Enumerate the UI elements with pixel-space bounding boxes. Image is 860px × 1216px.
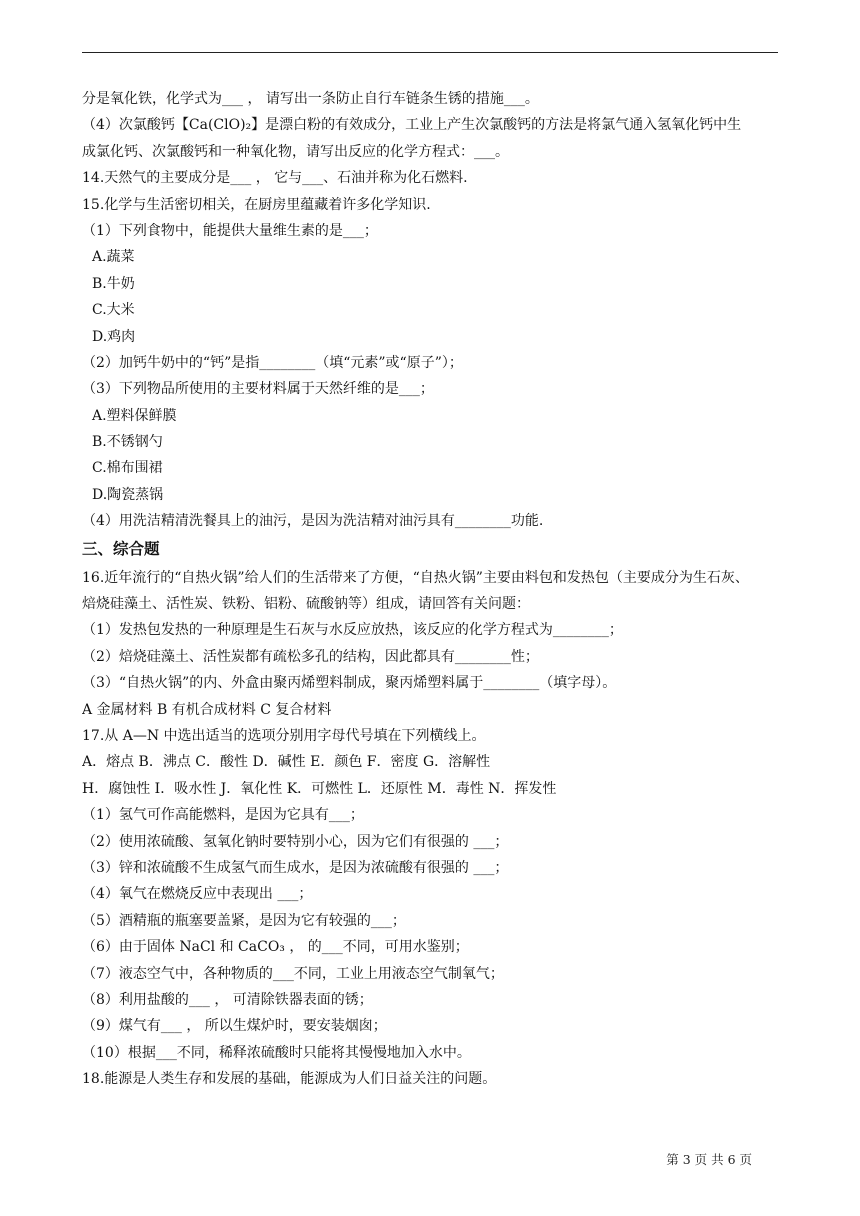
- text-line: 17.从 A—N 中选出适当的选项分别用字母代号填在下列横线上。: [82, 727, 486, 744]
- option-line: A.塑料保鲜膜: [92, 407, 177, 424]
- text-line: 焙烧硅藻土、活性炭、铁粉、铝粉、硫酸钠等）组成，请回答有关问题：: [82, 596, 530, 613]
- text-line: （4）用洗洁精清洗餐具上的油污，是因为洗洁精对油污具有________功能.: [82, 513, 544, 530]
- option-line: D.鸡肉: [92, 328, 136, 345]
- option-line: A.蔬菜: [92, 249, 135, 266]
- text-line: （4）氧气在燃烧反应中表现出 ___；: [82, 886, 313, 903]
- text-line: （3）锌和浓硫酸不生成氢气而生成水，是因为浓硫酸有很强的 ___；: [82, 859, 509, 876]
- text-line: 16.近年流行的“自热火锅”给人们的生活带来了方便，“自热火锅”主要由料包和发热包（主要成分为生石灰、: [82, 569, 749, 586]
- text-line: （7）液态空气中，各种物质的___不同，工业上用液态空气制氧气；: [82, 965, 504, 982]
- document-body: [82, 86, 782, 1092]
- text-line: A 金属材料 B 有机合成材料 C 复合材料: [82, 701, 332, 718]
- text-line: A．熔点 B．沸点 C．酸性 D．碱性 E．颜色 F．密度 G．溶解性: [82, 754, 491, 771]
- text-line: （3）下列物品所使用的主要材料属于天然纤维的是___；: [82, 381, 434, 398]
- text-line: （10）根据___不同，稀释浓硫酸时只能将其慢慢地加入水中。: [82, 1044, 471, 1061]
- text-line: （6）由于固体 NaCl 和 CaCO₃ ， 的___不同，可用水鉴别；: [82, 939, 469, 956]
- text-line: （2）加钙牛奶中的“钙”是指________（填“元素”或“原子”）；: [82, 354, 463, 371]
- text-line: H．腐蚀性 I．吸水性 J．氧化性 K．可燃性 L．还原性 M．毒性 N．挥发性: [82, 780, 557, 797]
- text-line: （4）次氯酸钙【Ca(ClO)₂】是漂白粉的有效成分，工业上产生次氯酸钙的方法是将氯气通入氢氧化钙中生: [82, 117, 742, 134]
- header-rule: [82, 52, 778, 53]
- text-line: （1）下列食物中，能提供大量维生素的是___；: [82, 222, 378, 239]
- text-line: 分是氧化铁，化学式为___ ， 请写出一条防止自行车链条生锈的措施___。: [82, 91, 539, 107]
- page-footer: 第 3 页 共 6 页: [666, 1152, 752, 1167]
- option-line: C.大米: [92, 302, 135, 319]
- text-line: 18.能源是人类生存和发展的基础，能源成为人们日益关注的问题。: [82, 1071, 497, 1088]
- text-line: （2）焙烧硅藻土、活性炭都有疏松多孔的结构，因此都具有________性；: [82, 648, 539, 665]
- text-line: （3）“自热火锅”的内、外盒由聚丙烯塑料制成，聚丙烯塑料属于________（填字母）。: [82, 675, 617, 692]
- text-line: （2）使用浓硫酸、氢氧化钠时要特别小心，因为它们有很强的 ___；: [82, 833, 509, 850]
- option-line: D.陶瓷蒸锅: [92, 486, 164, 503]
- text-line: （1）发热包发热的一种原理是生石灰与水反应放热，该反应的化学方程式为________；: [82, 622, 623, 639]
- text-line: （9）煤气有___ ， 所以生煤炉时，要安装烟囱；: [82, 1018, 387, 1035]
- text-line: （5）酒精瓶的瓶塞要盖紧，是因为它有较强的___；: [82, 912, 406, 929]
- text-line: 15.化学与生活密切相关，在厨房里蕴藏着许多化学知识.: [82, 196, 431, 213]
- section-heading: 三、综合题: [82, 539, 160, 558]
- text-line: 成氯化钙、次氯酸钙和一种氧化物，请写出反应的化学方程式：___。: [82, 143, 509, 160]
- option-line: B.牛奶: [92, 275, 135, 292]
- text-line: （8）利用盐酸的___ ， 可清除铁器表面的锈；: [82, 991, 373, 1008]
- option-line: B.不锈钢勺: [92, 434, 163, 451]
- text-line: 14.天然气的主要成分是___ ， 它与___、石油并称为化石燃料.: [82, 170, 468, 187]
- text-line: （1）氢气可作高能燃料，是因为它具有___；: [82, 807, 364, 824]
- option-line: C.棉布围裙: [92, 460, 163, 477]
